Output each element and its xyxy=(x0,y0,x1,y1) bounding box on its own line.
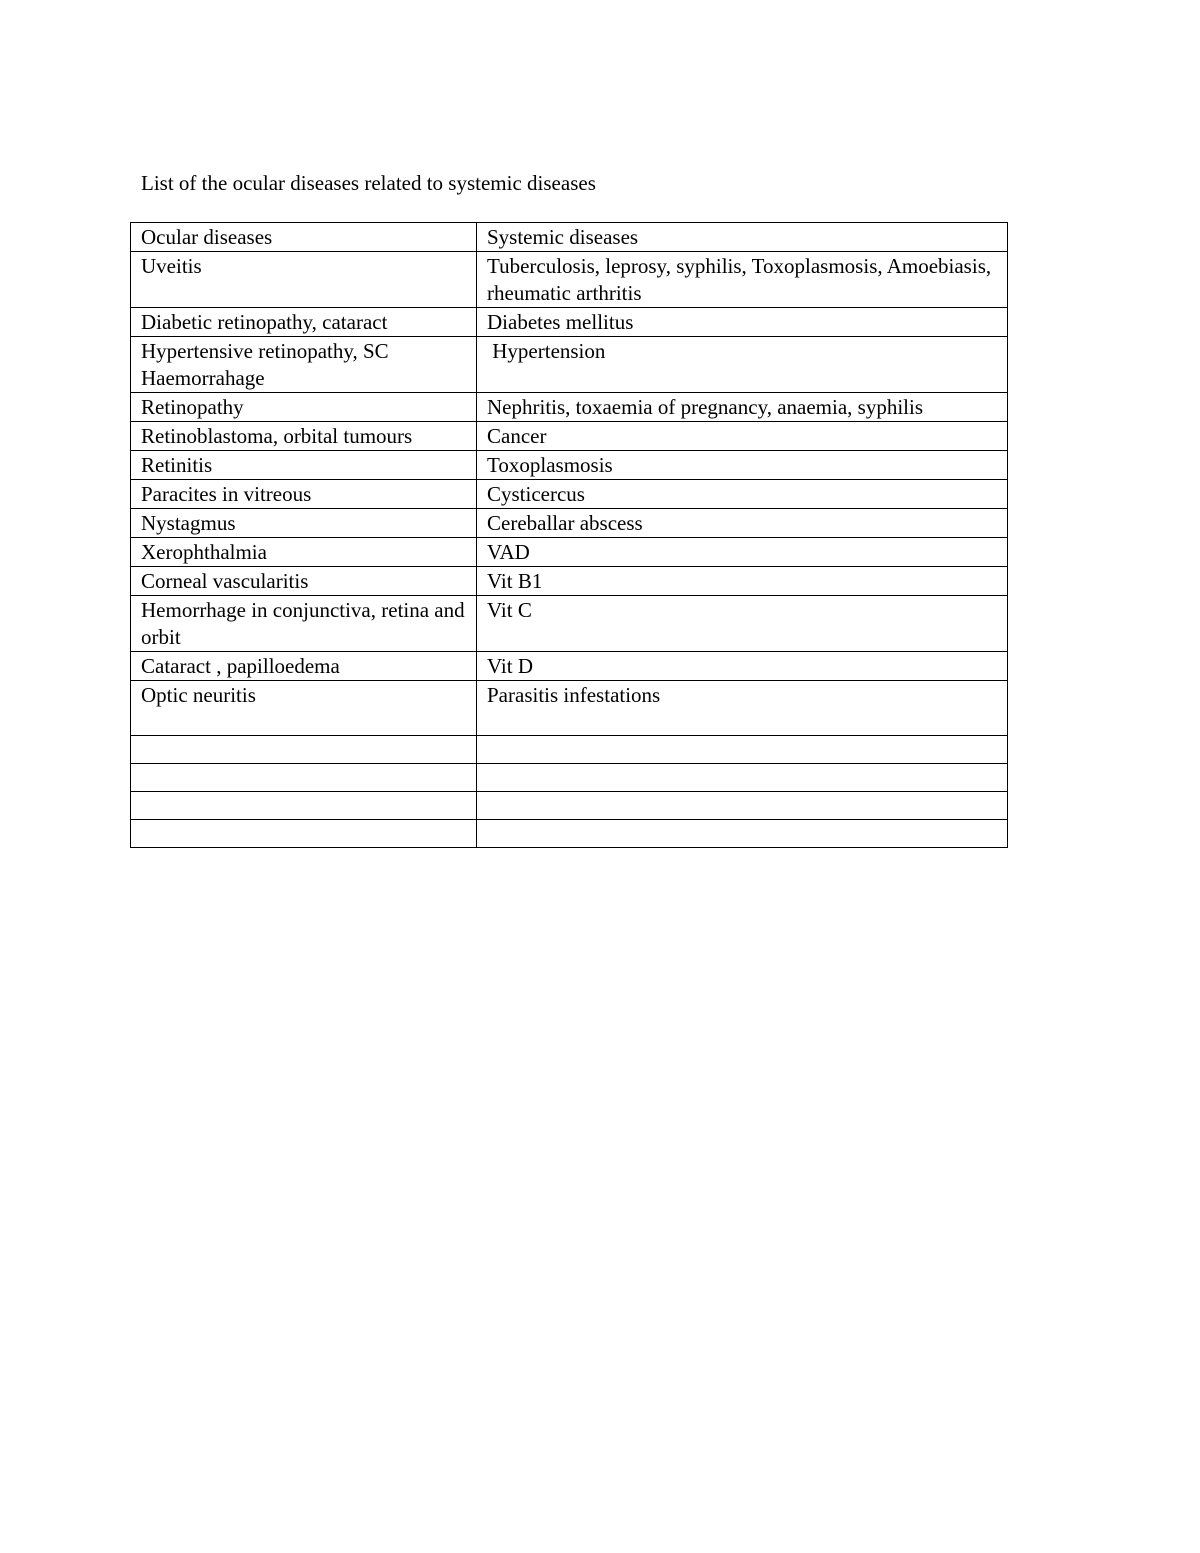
table-row xyxy=(131,480,1008,509)
systemic-cell xyxy=(477,422,1008,451)
ocular-text: Nystagmus xyxy=(141,511,236,535)
systemic-text: Toxoplasmosis xyxy=(487,453,613,477)
ocular-cell xyxy=(131,451,477,480)
ocular-text: Retinopathy xyxy=(141,395,244,419)
ocular-text: Corneal vascularitis xyxy=(141,569,309,593)
systemic-cell xyxy=(477,509,1008,538)
empty-cell xyxy=(131,792,477,820)
ocular-cell xyxy=(131,480,477,509)
ocular-cell xyxy=(131,596,477,652)
empty-cell xyxy=(131,820,477,848)
systemic-cell xyxy=(477,480,1008,509)
empty-table-row xyxy=(131,736,1008,764)
ocular-text: Diabetic retinopathy, cataract xyxy=(141,310,388,334)
table-row xyxy=(131,538,1008,567)
empty-cell xyxy=(477,792,1008,820)
ocular-text: Paracites in vitreous xyxy=(141,482,312,506)
empty-cell xyxy=(477,736,1008,764)
systemic-text: Vit C xyxy=(487,598,532,622)
systemic-cell xyxy=(477,567,1008,596)
systemic-cell xyxy=(477,652,1008,681)
systemic-cell xyxy=(477,252,1008,308)
ocular-cell xyxy=(131,538,477,567)
table-row xyxy=(131,393,1008,422)
systemic-text: Hypertension xyxy=(487,339,606,363)
ocular-text: Hypertensive retinopathy, SC Haemorrahage xyxy=(141,339,394,390)
systemic-text: Nephritis, toxaemia of pregnancy, anaemia, syphilis xyxy=(487,395,924,419)
empty-cell xyxy=(477,764,1008,792)
systemic-cell xyxy=(477,596,1008,652)
table-row xyxy=(131,596,1008,652)
systemic-text: Tuberculosis, leprosy, syphilis, Toxoplasmosis, Amoebiasis, rheumatic arthritis xyxy=(487,254,1002,305)
ocular-text: Optic neuritis xyxy=(141,683,256,707)
ocular-cell xyxy=(131,422,477,451)
ocular-text: Retinitis xyxy=(141,453,213,477)
page-title: List of the ocular diseases related to systemic diseases xyxy=(141,171,596,195)
empty-cell xyxy=(131,764,477,792)
table-row xyxy=(131,422,1008,451)
systemic-cell xyxy=(477,308,1008,337)
systemic-text: VAD xyxy=(487,540,530,564)
ocular-cell xyxy=(131,567,477,596)
header-label: Systemic diseases xyxy=(487,225,639,249)
ocular-text: Hemorrhage in conjunctiva, retina and orbit xyxy=(141,598,470,649)
table-row xyxy=(131,252,1008,308)
ocular-text: Xerophthalmia xyxy=(141,540,267,564)
ocular-cell xyxy=(131,652,477,681)
table-row xyxy=(131,308,1008,337)
ocular-text: Uveitis xyxy=(141,254,202,278)
systemic-text: Cereballar abscess xyxy=(487,511,643,535)
table-row xyxy=(131,681,1008,736)
systemic-cell xyxy=(477,337,1008,393)
empty-table-row xyxy=(131,820,1008,848)
empty-cell xyxy=(477,820,1008,848)
header-ocular-diseases xyxy=(131,223,477,252)
header-label: Ocular diseases xyxy=(141,225,273,249)
systemic-text: Vit D xyxy=(487,654,533,678)
ocular-cell xyxy=(131,252,477,308)
systemic-cell xyxy=(477,681,1008,736)
table-row xyxy=(131,567,1008,596)
systemic-cell xyxy=(477,393,1008,422)
table-row xyxy=(131,509,1008,538)
table-header-row xyxy=(131,223,1008,252)
ocular-text: Retinoblastoma, orbital tumours xyxy=(141,424,413,448)
table-row xyxy=(131,337,1008,393)
systemic-text: Diabetes mellitus xyxy=(487,310,634,334)
systemic-text: Parasitis infestations xyxy=(487,683,661,707)
empty-table-row xyxy=(131,764,1008,792)
systemic-cell xyxy=(477,538,1008,567)
systemic-text: Cancer xyxy=(487,424,547,448)
table-row xyxy=(131,451,1008,480)
systemic-cell xyxy=(477,451,1008,480)
systemic-text: Cysticercus xyxy=(487,482,585,506)
ocular-cell xyxy=(131,509,477,538)
systemic-text: Vit B1 xyxy=(487,569,543,593)
ocular-cell xyxy=(131,308,477,337)
disease-table xyxy=(130,222,1008,848)
ocular-cell xyxy=(131,393,477,422)
empty-table-row xyxy=(131,792,1008,820)
ocular-text: Cataract , papilloedema xyxy=(141,654,340,678)
ocular-cell xyxy=(131,337,477,393)
ocular-cell xyxy=(131,681,477,736)
table-row xyxy=(131,652,1008,681)
header-systemic-diseases xyxy=(477,223,1008,252)
empty-cell xyxy=(131,736,477,764)
